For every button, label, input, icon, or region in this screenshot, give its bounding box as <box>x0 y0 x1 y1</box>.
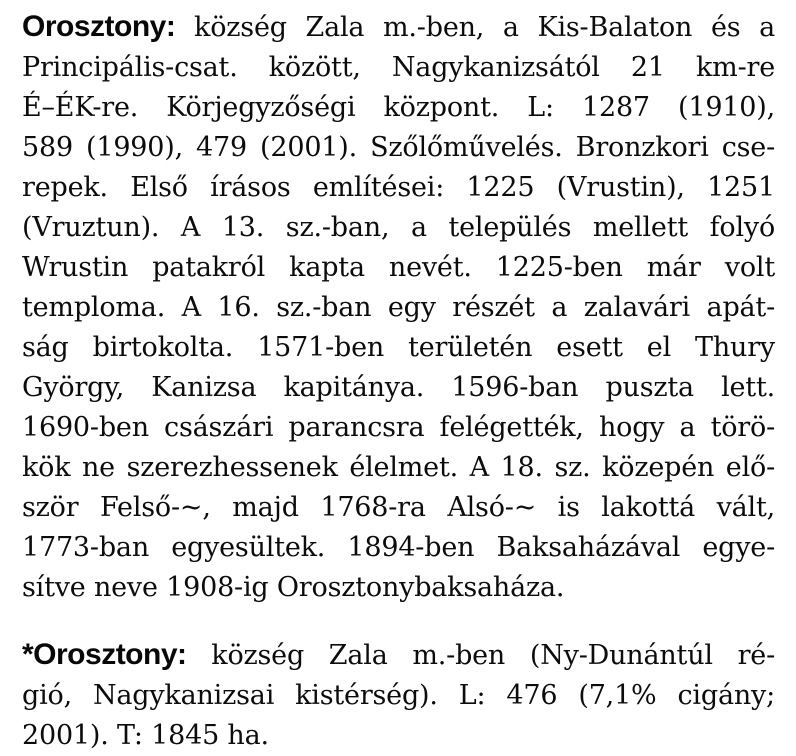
entry-line: (Vruztun). A 13. sz.-ban, a település mellett folyó <box>22 212 775 243</box>
entry-line: É–ÉK-re. Körjegyzőségi központ. L: 1287 (1910), <box>22 92 775 123</box>
entry-line: Principális-csat. között, Nagykanizsától 21 km-re <box>22 52 775 83</box>
entry-line: 1690-ben császári parancsra felégették, hogy a törö- <box>22 412 775 443</box>
entry-line: gió, Nagykanizsai kistérség). L: 476 (7,1% cigány; <box>22 680 775 711</box>
entry-line: György, Kanizsa kapitánya. 1596-ban puszta lett. <box>22 372 775 403</box>
entry-line: sítve neve 1908-ig Orosztonybaksaháza. <box>22 572 565 603</box>
entry-line: repek. Első írásos említései: 1225 (Vrustin), 1251 <box>22 172 775 203</box>
entry-line-text: község Zala m.-ben (Ny-Dunántúl ré- <box>186 640 775 671</box>
dictionary-entry-orosztony-2 <box>22 635 775 756</box>
entry-line-text: község Zala m.-ben, a Kis-Balaton és a <box>175 12 775 43</box>
entry-line <box>22 635 775 676</box>
dictionary-entry-orosztony-1 <box>22 7 775 608</box>
entry-line: Wrustin patakról kapta nevét. 1225-ben már volt <box>22 252 775 283</box>
entry-line: ság birtokolta. 1571-ben területén esett el Thury <box>22 332 775 363</box>
entry-line: 2001). T: 1845 ha. <box>22 720 269 751</box>
entry-headword: *Orosztony: <box>22 638 187 671</box>
entry-headword: Orosztony: <box>22 10 176 43</box>
entry-line: ször Felső-~, majd 1768-ra Alsó-~ is lakottá vált, <box>22 492 775 523</box>
entry-line: 1773-ban egyesültek. 1894-ben Baksaházával egye- <box>22 532 775 563</box>
entry-line: temploma. A 16. sz.-ban egy részét a zalavári apát- <box>22 292 775 323</box>
entry-line: kök ne szerezhessenek élelmet. A 18. sz. közepén elő- <box>22 452 775 483</box>
entry-line: 589 (1990), 479 (2001). Szőlőművelés. Bronzkori cse- <box>22 132 775 163</box>
entry-line <box>22 7 775 48</box>
